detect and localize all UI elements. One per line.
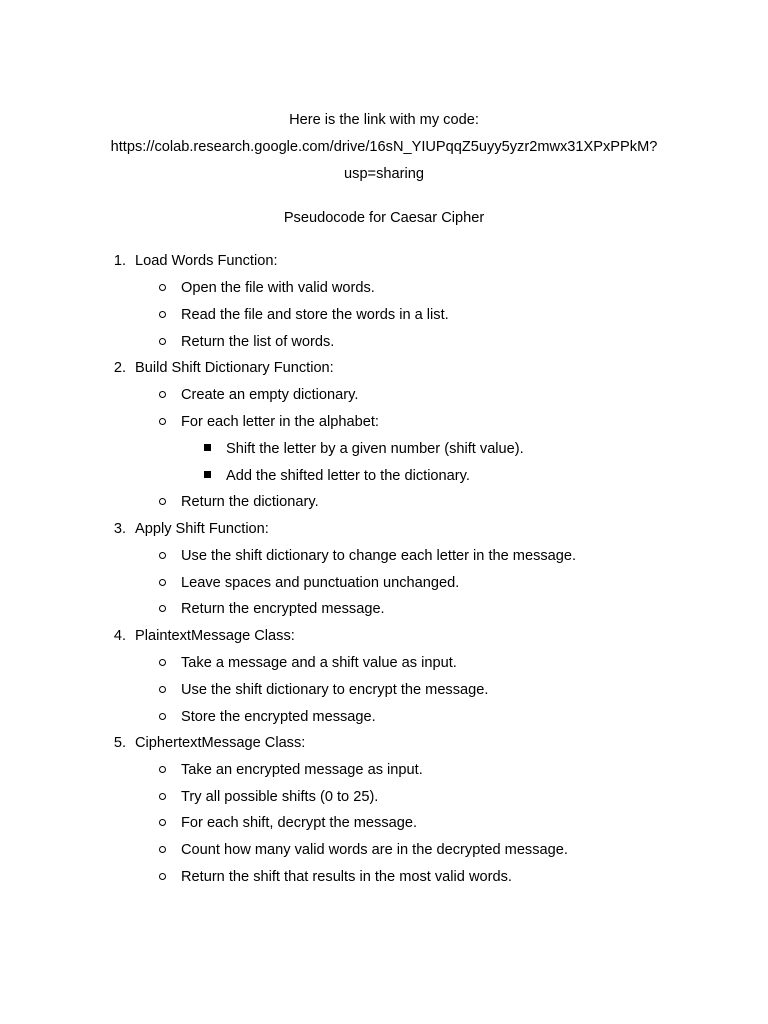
circle-bullet-icon — [159, 713, 166, 720]
list-item: For each letter in the alphabet: — [181, 414, 379, 430]
section-1-heading: Load Words Function: — [135, 253, 278, 269]
circle-bullet-icon — [159, 418, 166, 425]
square-bullet-icon — [204, 471, 211, 478]
circle-bullet-icon — [159, 686, 166, 693]
circle-bullet-icon — [159, 659, 166, 666]
section-4-number: 4. — [113, 628, 126, 644]
circle-bullet-icon — [159, 338, 166, 345]
list-item: Return the encrypted message. — [181, 601, 385, 617]
circle-bullet-icon — [159, 846, 166, 853]
circle-bullet-icon — [159, 579, 166, 586]
document-title: Pseudocode for Caesar Cipher — [283, 210, 485, 226]
section-5-number: 5. — [113, 735, 126, 751]
code-link-line2[interactable]: usp=sharing — [344, 166, 424, 182]
intro-text: Here is the link with my code: — [289, 112, 479, 128]
sub-list-item: Add the shifted letter to the dictionary. — [226, 468, 470, 484]
section-3-number: 3. — [113, 521, 126, 537]
circle-bullet-icon — [159, 605, 166, 612]
circle-bullet-icon — [159, 498, 166, 505]
list-item: Read the file and store the words in a list. — [181, 307, 449, 323]
circle-bullet-icon — [159, 391, 166, 398]
list-item: Open the file with valid words. — [181, 280, 375, 296]
circle-bullet-icon — [159, 766, 166, 773]
code-link-line1[interactable]: https://colab.research.google.com/drive/16sN_YIUPqqZ5uyy5yzr2mwx31XPxPPkM? — [110, 139, 658, 155]
section-3-heading: Apply Shift Function: — [135, 521, 269, 537]
circle-bullet-icon — [159, 552, 166, 559]
list-item: Use the shift dictionary to encrypt the message. — [181, 682, 489, 698]
list-item: Return the dictionary. — [181, 494, 319, 510]
circle-bullet-icon — [159, 284, 166, 291]
list-item: Use the shift dictionary to change each letter in the message. — [181, 548, 577, 564]
list-item: Leave spaces and punctuation unchanged. — [181, 575, 460, 591]
list-item: Take an encrypted message as input. — [181, 762, 423, 778]
circle-bullet-icon — [159, 819, 166, 826]
list-item: Store the encrypted message. — [181, 709, 376, 725]
list-item: Take a message and a shift value as input. — [181, 655, 457, 671]
list-item: Try all possible shifts (0 to 25). — [181, 789, 379, 805]
circle-bullet-icon — [159, 311, 166, 318]
sub-list-item: Shift the letter by a given number (shift value). — [226, 441, 524, 457]
section-5-heading: CiphertextMessage Class: — [135, 735, 306, 751]
section-2-heading: Build Shift Dictionary Function: — [135, 360, 334, 376]
list-item: Create an empty dictionary. — [181, 387, 359, 403]
circle-bullet-icon — [159, 793, 166, 800]
circle-bullet-icon — [159, 873, 166, 880]
list-item: For each shift, decrypt the message. — [181, 815, 418, 831]
square-bullet-icon — [204, 444, 211, 451]
section-1-number: 1. — [113, 253, 126, 269]
list-item: Return the shift that results in the most valid words. — [181, 869, 512, 885]
list-item: Count how many valid words are in the decrypted message. — [181, 842, 568, 858]
list-item: Return the list of words. — [181, 334, 335, 350]
section-4-heading: PlaintextMessage Class: — [135, 628, 295, 644]
section-2-number: 2. — [113, 360, 126, 376]
